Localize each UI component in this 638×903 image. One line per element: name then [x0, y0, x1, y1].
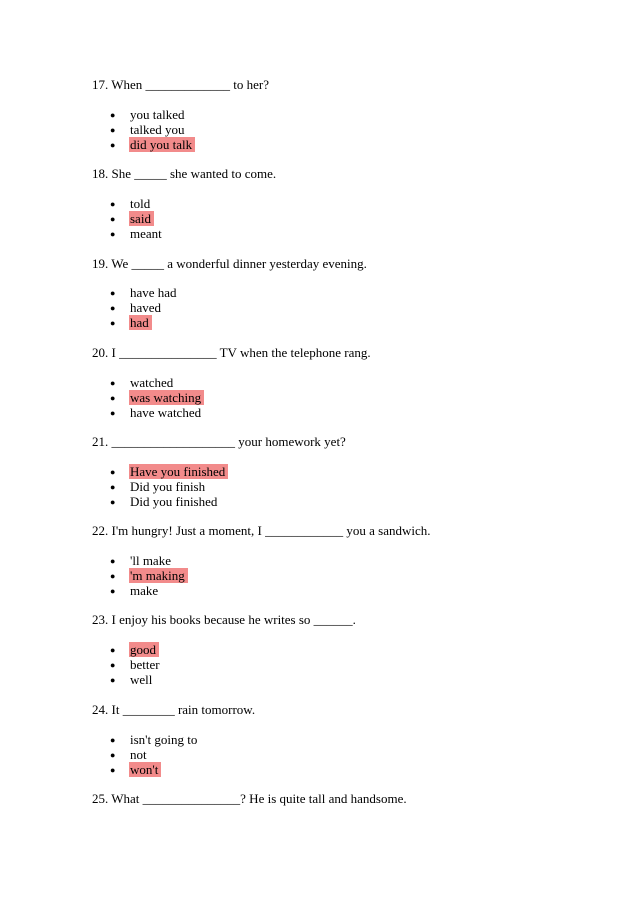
option-22-a: [110, 553, 174, 569]
option-text: talked you: [130, 122, 185, 137]
option-text: Did you finish: [130, 479, 206, 494]
bullet-icon: ●: [110, 393, 116, 403]
option-text: meant: [130, 226, 162, 241]
option-21-c: [110, 494, 220, 510]
option-text-highlighted: said: [129, 211, 154, 226]
question-25: 25. What _______________? He is quite tall and handsome.: [92, 791, 407, 806]
bullet-icon: ●: [110, 586, 116, 596]
option-text-highlighted: Have you finished: [129, 464, 228, 479]
bullet-icon: ●: [110, 675, 116, 685]
option-24-c: [110, 762, 161, 778]
option-23-b: [110, 657, 163, 673]
bullet-icon: ●: [110, 110, 116, 120]
option-19-c: [110, 315, 152, 331]
option-23-c: [110, 672, 155, 688]
question-22: 22. I'm hungry! Just a moment, I ____________ you a sandwich.: [92, 523, 431, 538]
bullet-icon: ●: [110, 467, 116, 477]
bullet-icon: ●: [110, 318, 116, 328]
bullet-icon: ●: [110, 408, 116, 418]
option-text: have watched: [130, 405, 202, 420]
question-24: 24. It ________ rain tomorrow.: [92, 702, 256, 717]
option-text: haved: [130, 300, 162, 315]
option-text-highlighted: was watching: [129, 390, 204, 405]
option-19-b: [110, 300, 164, 316]
option-text: you talked: [130, 107, 185, 122]
bullet-icon: ●: [110, 765, 116, 775]
question-18: 18. She _____ she wanted to come.: [92, 166, 277, 181]
bullet-icon: ●: [110, 735, 116, 745]
option-text: better: [130, 657, 160, 672]
option-text-highlighted: had: [129, 315, 152, 330]
bullet-icon: ●: [110, 378, 116, 388]
option-text: isn't going to: [130, 732, 198, 747]
option-text: Did you finished: [130, 494, 218, 509]
bullet-icon: ●: [110, 288, 116, 298]
option-21-b: [110, 479, 208, 495]
bullet-icon: ●: [110, 303, 116, 313]
bullet-icon: ●: [110, 140, 116, 150]
option-text: not: [130, 747, 147, 762]
bullet-icon: ●: [110, 497, 116, 507]
option-18-b: [110, 211, 154, 227]
bullet-icon: ●: [110, 571, 116, 581]
bullet-icon: ●: [110, 750, 116, 760]
option-21-a: [110, 464, 228, 480]
bullet-icon: ●: [110, 556, 116, 566]
bullet-icon: ●: [110, 229, 116, 239]
option-17-b: [110, 122, 188, 138]
option-19-a: [110, 285, 180, 301]
option-22-c: [110, 583, 161, 599]
question-23: 23. I enjoy his books because he writes so ______.: [92, 612, 356, 627]
option-text: make: [130, 583, 159, 598]
option-text-highlighted: 'm making: [129, 568, 188, 583]
option-24-b: [110, 747, 150, 763]
bullet-icon: ●: [110, 660, 116, 670]
option-text: watched: [130, 375, 174, 390]
question-20: 20. I _______________ TV when the telephone rang.: [92, 345, 371, 360]
bullet-icon: ●: [110, 482, 116, 492]
option-text: told: [130, 196, 151, 211]
question-21: 21. ___________________ your homework yet?: [92, 434, 346, 449]
option-20-a: [110, 375, 176, 391]
bullet-icon: ●: [110, 645, 116, 655]
option-24-a: [110, 732, 200, 748]
question-17: 17. When _____________ to her?: [92, 77, 270, 92]
option-20-c: [110, 405, 204, 421]
option-18-c: [110, 226, 165, 242]
option-text: well: [130, 672, 153, 687]
option-23-a: [110, 642, 159, 658]
question-19: 19. We _____ a wonderful dinner yesterday evening.: [92, 256, 367, 271]
option-text-highlighted: good: [129, 642, 159, 657]
option-text: 'll make: [130, 553, 171, 568]
option-text-highlighted: won't: [129, 762, 161, 777]
bullet-icon: ●: [110, 125, 116, 135]
option-17-a: [110, 107, 188, 123]
bullet-icon: ●: [110, 214, 116, 224]
option-18-a: [110, 196, 153, 212]
option-text-highlighted: did you talk: [129, 137, 195, 152]
option-text: have had: [130, 285, 177, 300]
option-22-b: [110, 568, 188, 584]
option-17-c: [110, 137, 195, 153]
option-20-b: [110, 390, 204, 406]
bullet-icon: ●: [110, 199, 116, 209]
